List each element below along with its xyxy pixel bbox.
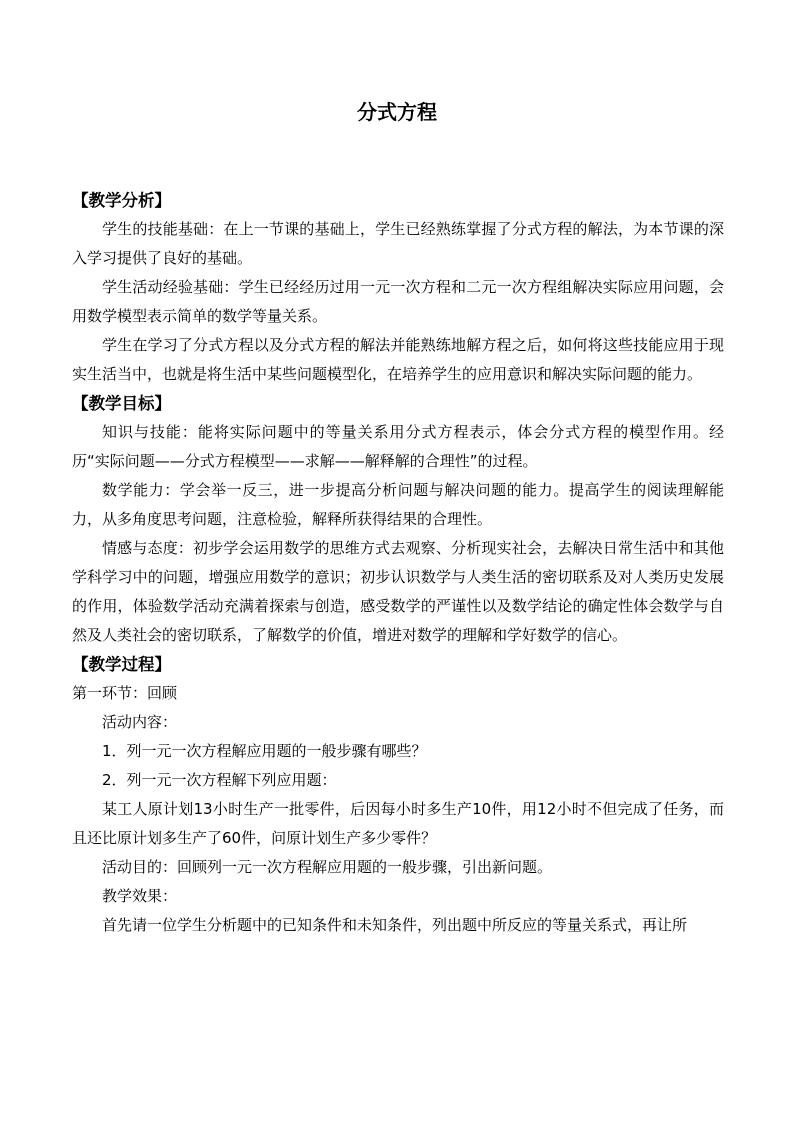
document-body xyxy=(72,186,724,940)
process-activity-content-label: 活动内容： xyxy=(102,713,178,731)
process-teaching-effect-text: 首先请一位学生分析题中的已知条件和未知条件，列出题中所反应的等量关系式，再让所 xyxy=(102,916,688,934)
goals-paragraph-knowledge: 知识与技能：能将实际问题中的等量关系用分式方程表示，体会分式方程的模型作用。经历“实际问题——分式方程模型——求解——解释解的合理性”的过程。 xyxy=(72,423,724,470)
analysis-paragraph-application: 学生在学习了分式方程以及分式方程的解法并能熟练地解方程之后，如何将这些技能应用于现实生活当中，也就是将生活中某些问题模型化，在培养学生的应用意识和解决实际问题的能力。 xyxy=(72,336,724,383)
section-heading-process: 【教学过程】 xyxy=(72,655,171,674)
process-step-title: 第一环节：回顾 xyxy=(72,684,178,702)
page-title: 分式方程 xyxy=(357,100,437,124)
process-word-problem: 某工人原计划13小时生产一批零件，后因每小时多生产10件，用12小时不但完成了任务，而且还比原计划多生产了60件，问原计划生产多少零件？ xyxy=(72,800,724,847)
analysis-paragraph-skills: 学生的技能基础：在上一节课的基础上，学生已经熟练掌握了分式方程的解法，为本节课的深入学习提供了良好的基础。 xyxy=(72,220,724,267)
section-heading-analysis: 【教学分析】 xyxy=(72,191,171,210)
goals-paragraph-ability: 数学能力：学会举一反三，进一步提高分析问题与解决问题的能力。提高学生的阅读理解能力，从多角度思考问题，注意检验，解释所获得结果的合理性。 xyxy=(72,481,724,528)
section-heading-goals: 【教学目标】 xyxy=(72,394,171,413)
process-question-item-2: 2．列一元一次方程解下列应用题： xyxy=(102,771,337,789)
goals-paragraph-attitude: 情感与态度：初步学会运用数学的思维方式去观察、分析现实社会，去解决日常生活中和其他学科学习中的问题，增强应用数学的意识；初步认识数学与人类生活的密切联系及对人类历史发展的作用，体验数学活动充满着探索与创造，感受数学的严谨性以及数学结论的确定性体会数学与自然及人类社会的密切联系，了解数学的价值，增进对数学的理解和学好数学的信心。 xyxy=(72,539,724,644)
process-teaching-effect-label: 教学效果： xyxy=(102,887,178,905)
process-question-item-1: 1．列一元一次方程解应用题的一般步骤有哪些？ xyxy=(102,742,427,760)
analysis-paragraph-experience: 学生活动经验基础：学生已经经历过用一元一次方程和二元一次方程组解决实际应用问题，会用数学模型表示简单的数学等量关系。 xyxy=(72,278,724,325)
process-activity-purpose: 活动目的：回顾列一元一次方程解应用题的一般步骤，引出新问题。 xyxy=(102,858,553,876)
